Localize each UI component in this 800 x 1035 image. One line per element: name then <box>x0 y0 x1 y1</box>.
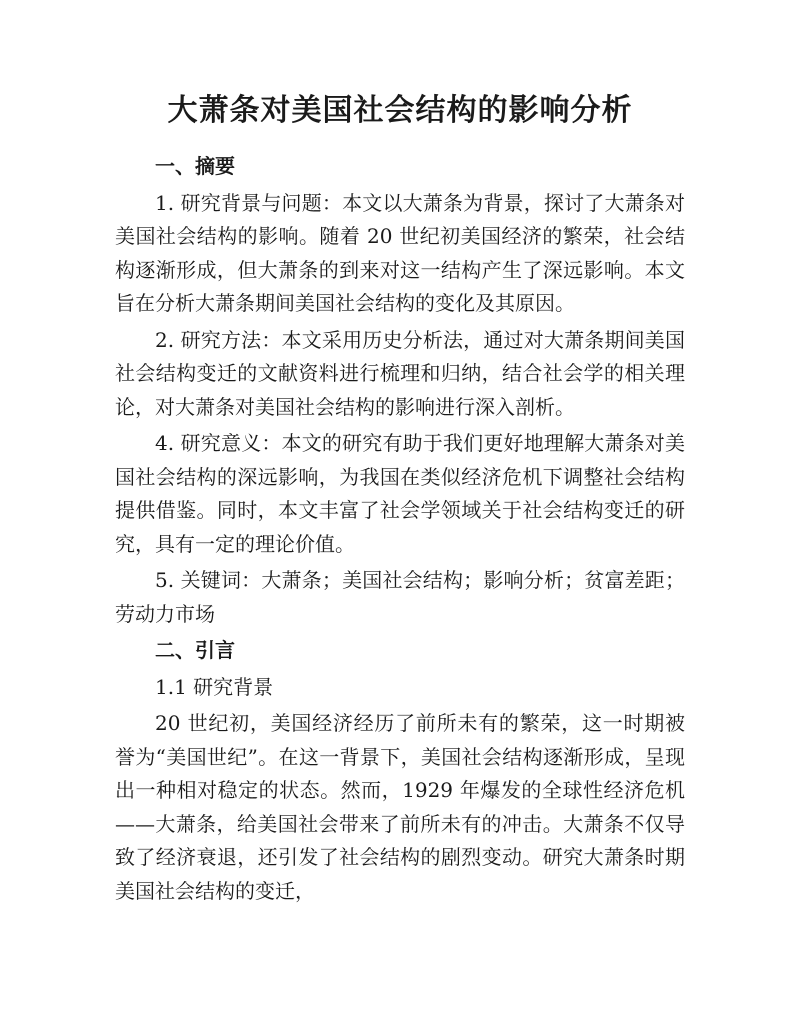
paragraph-introduction-body: 20 世纪初，美国经济经历了前所未有的繁荣，这一时期被誉为“美国世纪”。在这一背景下，美国社会结构逐渐形成，呈现出一种相对稳定的状态。然而，1929 年爆发的全球性经济危机——大萧条，给美国社会带来了前所未有的冲击。大萧条不仅导致了经济衰退，还引发了社会结构的剧烈变动。研究大萧条时期美国社会结构的变迁， <box>115 711 685 903</box>
paragraph-abstract-method: 2. 研究方法：本文采用历史分析法，通过对大萧条期间美国社会结构变迁的文献资料进行梳理和归纳，结合社会学的相关理论，对大萧条对美国社会结构的影响进行深入剖析。 <box>115 327 685 419</box>
document-title: 大萧条对美国社会结构的影响分析 <box>167 93 633 128</box>
section-heading-introduction: 二、引言 <box>155 638 235 662</box>
paragraph-abstract-background: 1. 研究背景与问题：本文以大萧条为背景，探讨了大萧条对美国社会结构的影响。随着 20 世纪初美国经济的繁荣，社会结构逐渐形成，但大萧条的到来对这一结构产生了深远影响。本文旨在分析大萧条期间美国社会结构的变化及其原因。 <box>115 190 685 315</box>
paragraph-abstract-significance: 4. 研究意义：本文的研究有助于我们更好地理解大萧条对美国社会结构的深远影响，为我国在类似经济危机下调整社会结构提供借鉴。同时，本文丰富了社会学领域关于社会结构变迁的研究，具有一定的理论价值。 <box>115 431 685 556</box>
section-heading-abstract: 一、摘要 <box>155 154 235 178</box>
paragraph-abstract-keywords: 5. 关键词：大萧条；美国社会结构；影响分析；贫富差距；劳动力市场 <box>115 568 685 626</box>
sub-heading-research-background: 1.1 研究背景 <box>155 674 274 699</box>
